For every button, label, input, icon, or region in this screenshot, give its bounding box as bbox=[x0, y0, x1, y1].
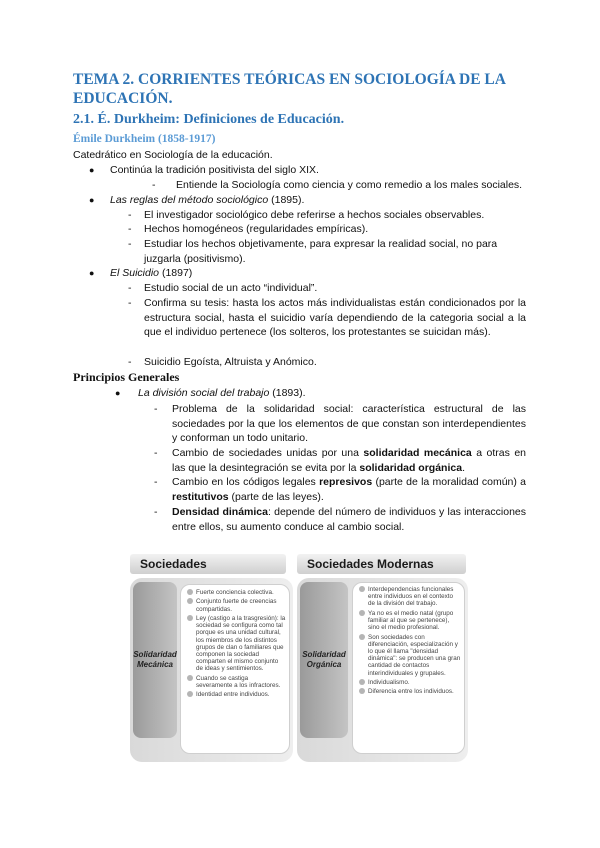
header-traditional: Sociedades bbox=[130, 554, 286, 574]
term-restitutive: restitutivos bbox=[172, 490, 229, 503]
dash-icon: - bbox=[128, 209, 132, 221]
term-repressive: represivos bbox=[319, 476, 373, 488]
text-run: : depende del número de individuos y las interacciones entre ellos, su aumento conduce al cambio social. bbox=[172, 506, 526, 533]
bullet-suicide bbox=[110, 266, 192, 281]
label-line: Mecánica bbox=[136, 660, 174, 669]
text-run: Cambio de sociedades unidas por una bbox=[172, 447, 364, 459]
text-run: (parte de la moralidad común) a bbox=[372, 476, 526, 488]
text-run: . bbox=[462, 461, 465, 474]
bullet-rules bbox=[110, 193, 304, 208]
bullet-dot-icon bbox=[359, 634, 365, 640]
list-item bbox=[186, 589, 286, 596]
bullet-dot-icon bbox=[187, 675, 193, 681]
dash-icon: - bbox=[128, 282, 132, 294]
principle-solidarity: Problema de la solidaridad social: característica estructural de las sociedades por la que los elementos de que constan son interdependientes y conforman un todo unitario. bbox=[172, 403, 526, 445]
bullet-dot-icon bbox=[187, 615, 193, 621]
label-organic bbox=[300, 582, 348, 738]
principle-dynamic-density bbox=[172, 505, 526, 534]
bullet-division bbox=[138, 386, 306, 401]
item-text: Identidad entre individuos. bbox=[196, 691, 270, 699]
dash-icon: - bbox=[128, 223, 132, 235]
item-text: Son sociedades con diferenciación, especialización y lo que él llama "densidad dinámica": se producen una gran cantidad de contactos interindividuales y grupales. bbox=[368, 633, 461, 677]
dash-icon: - bbox=[154, 476, 158, 488]
list-item bbox=[358, 634, 461, 677]
item-text: Individualismo. bbox=[368, 679, 410, 686]
sub-item: El investigador sociológico debe referirse a hechos sociales observables. bbox=[144, 209, 485, 221]
dash-icon: - bbox=[154, 506, 158, 518]
term-dynamic-density: Densidad dinámica bbox=[172, 506, 268, 518]
item-text: Interdependencias funcionales entre individuos en el contexto de la división del trabajo. bbox=[368, 586, 454, 608]
bullet-dot-icon bbox=[359, 586, 365, 592]
list-item bbox=[358, 679, 461, 686]
comparison-figure bbox=[130, 548, 470, 762]
text-run: (parte de las leyes). bbox=[228, 490, 324, 503]
section-title: 2.1. É. Durkheim: Definiciones de Educación. bbox=[73, 112, 345, 127]
list-item bbox=[186, 615, 286, 673]
list-item bbox=[358, 688, 461, 695]
list-item bbox=[186, 691, 286, 698]
term-mechanical: solidaridad mecánica bbox=[363, 447, 472, 459]
book-year: (1893). bbox=[269, 387, 306, 399]
sub-item: Estudio social de un acto “individual”. bbox=[144, 282, 318, 294]
text-run: Cambio en los códigos legales bbox=[172, 476, 320, 488]
bullet-icon: ● bbox=[89, 195, 95, 205]
item-text: Cuando se castiga severamente a los infractores. bbox=[196, 674, 281, 689]
principle-mechanical-organic bbox=[172, 446, 526, 475]
traditional-panel bbox=[130, 578, 293, 762]
dash-icon: - bbox=[152, 179, 156, 191]
label-mechanical bbox=[133, 582, 177, 738]
modern-list bbox=[352, 582, 465, 754]
item-text: Conjunto fuerte de creencias compartidas. bbox=[196, 598, 277, 613]
dash-icon: - bbox=[128, 297, 132, 309]
bullet-positivism: Continúa la tradición positivista del siglo XIX. bbox=[110, 164, 319, 176]
term-organic: solidaridad orgánica bbox=[359, 461, 463, 474]
label-line: Solidaridad bbox=[133, 650, 177, 659]
sub-item: Suicidio Egoísta, Altruista y Anómico. bbox=[144, 356, 317, 368]
topic-title: TEMA 2. CORRIENTES TEÓRICAS EN SOCIOLOGÍA DE LA EDUCACIÓN. bbox=[73, 71, 506, 107]
book-title: Las reglas del método sociológico bbox=[110, 194, 269, 206]
bullet-dot-icon bbox=[187, 589, 193, 595]
label-line: Solidaridad bbox=[302, 650, 346, 659]
book-year: (1897) bbox=[159, 267, 193, 279]
dash-icon: - bbox=[128, 356, 132, 368]
bullet-dot-icon bbox=[187, 691, 193, 697]
label-line: Orgánica bbox=[306, 660, 342, 669]
dash-icon: - bbox=[128, 238, 132, 250]
bullet-dot-icon bbox=[359, 610, 365, 616]
dash-icon: - bbox=[154, 403, 158, 415]
list-item bbox=[186, 598, 286, 612]
intro-line: Catedrático en Sociología de la educación. bbox=[73, 149, 273, 161]
bullet-icon: ● bbox=[89, 268, 95, 278]
bullet-icon: ● bbox=[89, 165, 95, 175]
header-modern: Sociedades Modernas bbox=[297, 554, 466, 574]
book-year: (1895). bbox=[268, 194, 305, 206]
text-run: a otras en las que la desintegración se evita por la bbox=[172, 447, 526, 474]
book-title: La división social del trabajo bbox=[138, 387, 270, 399]
bullet-dot-icon bbox=[359, 679, 365, 685]
book-title: El Suicidio bbox=[110, 267, 160, 279]
sub-item: Hechos homogéneos (regularidades empíricas). bbox=[144, 223, 369, 235]
author-heading: Émile Durkheim (1858-1917) bbox=[73, 133, 216, 145]
sub-item: Estudiar los hechos objetivamente, para expresar la realidad social, no para juzgarla (positivismo). bbox=[144, 238, 498, 265]
bullet-icon: ● bbox=[115, 388, 121, 398]
traditional-list bbox=[180, 584, 290, 754]
item-text: Fuerte conciencia colectiva. bbox=[196, 589, 274, 596]
dash-icon: - bbox=[154, 447, 158, 459]
sub-item: Entiende la Sociología como ciencia y como remedio a los males sociales. bbox=[176, 179, 523, 191]
item-text: Ley (castigo a la trasgresión): la sociedad se configura como tal porque es una unidad cultural, los miembros de los distintos grupos de clan o familiares que componen la sociedad comparten el mismo conjunto de ideas y sentimientos. bbox=[196, 614, 286, 673]
sub-item: Confirma su tesis: hasta los actos más individualistas están condicionados por la estructura social, hasta el suicidio varía dependiendo de la categoria social a la que el individuo pertenece (los solteros, los protestantes se suicidan más). bbox=[144, 297, 526, 339]
modern-panel bbox=[297, 578, 468, 762]
item-text: Ya no es el medio natal (grupo familiar al que se pertenece), sino el medio profesional. bbox=[368, 609, 454, 632]
list-item bbox=[358, 586, 461, 608]
list-item bbox=[358, 610, 461, 632]
bullet-dot-icon bbox=[187, 598, 193, 604]
principle-legal-codes bbox=[172, 475, 526, 504]
principles-heading: Principios Generales bbox=[73, 370, 180, 384]
item-text: Diferencia entre los individuos. bbox=[368, 688, 454, 696]
list-item bbox=[186, 675, 286, 689]
bullet-dot-icon bbox=[359, 688, 365, 694]
